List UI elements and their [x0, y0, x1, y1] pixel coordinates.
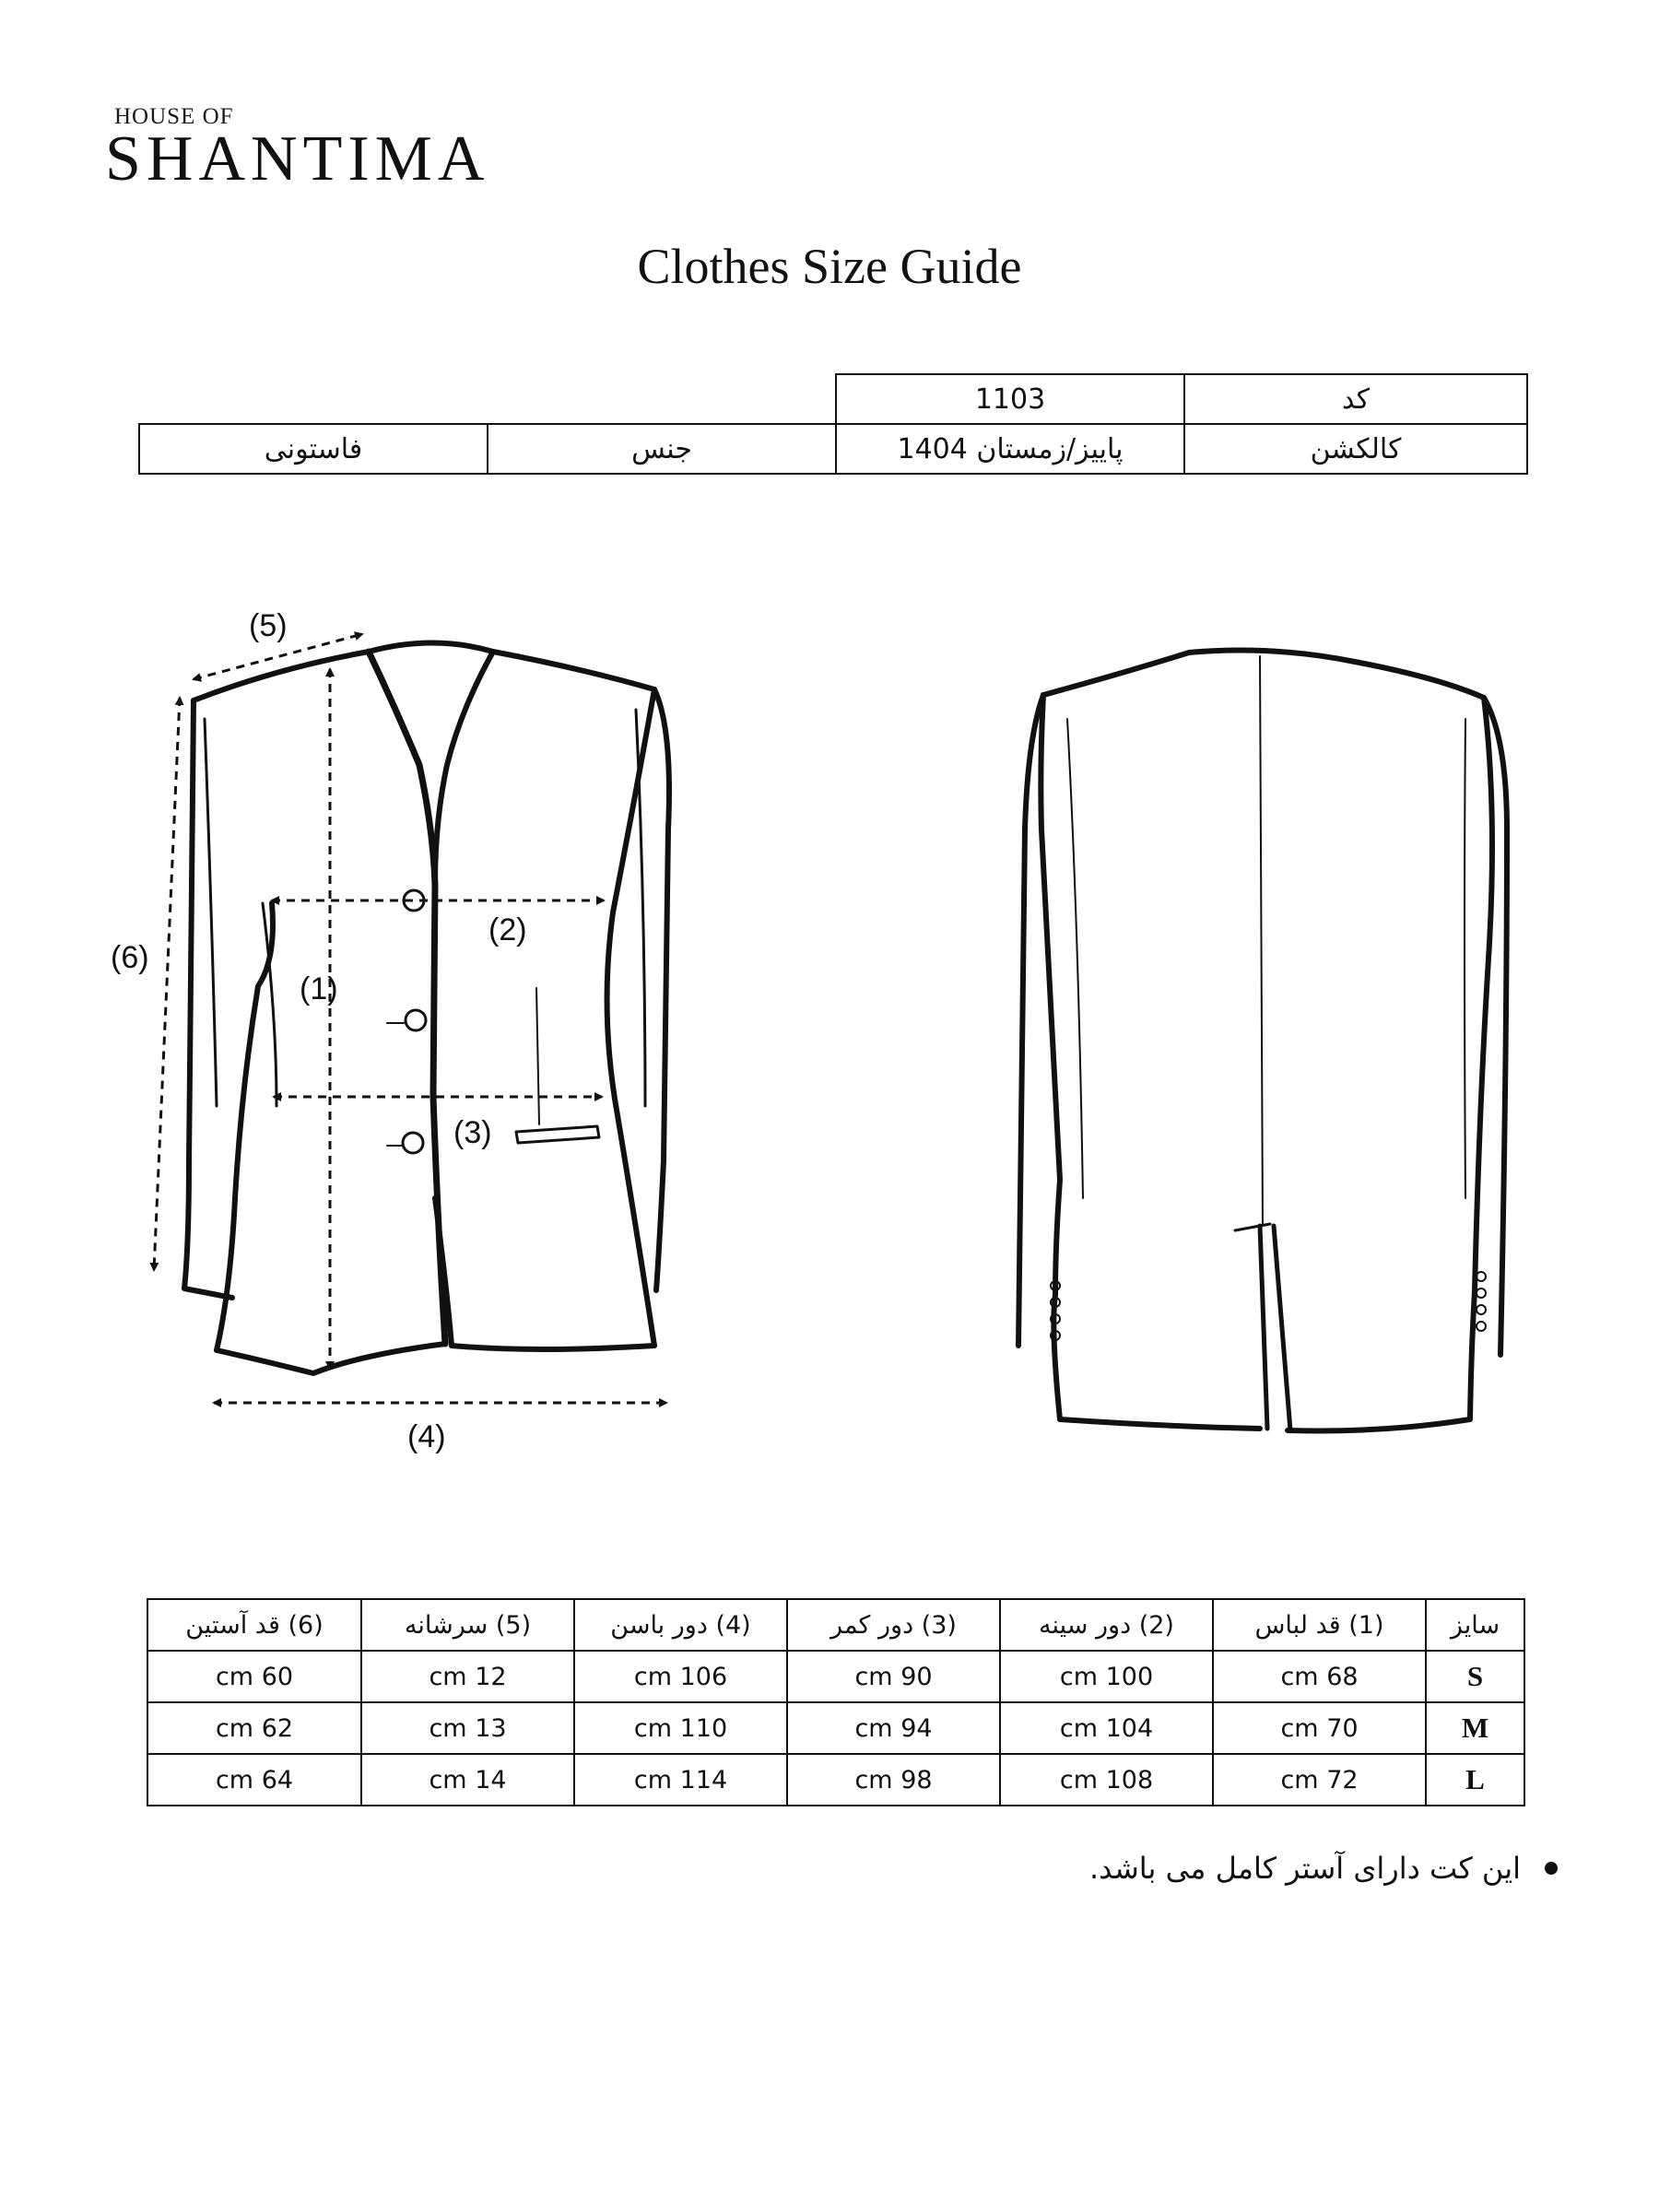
table-cell: 100 cm: [1000, 1651, 1213, 1702]
table-cell: 110 cm: [574, 1702, 787, 1754]
header-cell: (4) دور باسن: [574, 1599, 787, 1651]
brand-small-text: HOUSE OF: [114, 104, 234, 129]
fabric-label: جنس: [488, 424, 836, 474]
brand-logo: SHANTIMA: [105, 124, 490, 194]
header-cell: (5) سرشانه: [361, 1599, 574, 1651]
table-cell: 90 cm: [787, 1651, 1000, 1702]
table-cell: 14 cm: [361, 1754, 574, 1806]
label-shoulder: (5): [249, 608, 288, 643]
header-cell: (6) قد آستین: [147, 1599, 361, 1651]
table-row: [147, 1754, 1524, 1806]
table-cell: 106 cm: [574, 1651, 787, 1702]
table-cell: 12 cm: [361, 1651, 574, 1702]
size-label: S: [1426, 1651, 1524, 1702]
label-chest: (2): [488, 912, 527, 947]
table-cell: 13 cm: [361, 1702, 574, 1754]
header-cell: سایز: [1426, 1599, 1524, 1651]
lining-note: [1089, 1851, 1558, 1886]
table-cell: 114 cm: [574, 1754, 787, 1806]
table-cell: 70 cm: [1213, 1702, 1426, 1754]
size-table-header: [147, 1599, 1524, 1651]
table-row: [147, 1702, 1524, 1754]
code-value: 1103: [836, 374, 1184, 424]
table-cell: 64 cm: [147, 1754, 361, 1806]
header-cell: (3) دور کمر: [787, 1599, 1000, 1651]
table-row: [147, 1651, 1524, 1702]
collection-value: پاییز/زمستان 1404: [836, 424, 1184, 474]
table-cell: 94 cm: [787, 1702, 1000, 1754]
sleeve-arrow: [154, 698, 180, 1270]
jacket-back-drawing: [1018, 651, 1507, 1431]
size-table: [147, 1598, 1525, 1806]
collection-label: کالکشن: [1184, 424, 1527, 474]
fabric-value: فاستونی: [139, 424, 488, 474]
table-cell: 104 cm: [1000, 1702, 1213, 1754]
label-sleeve: (6): [111, 940, 149, 975]
jacket-front-drawing: [184, 643, 669, 1374]
page-title: Clothes Size Guide: [637, 239, 1022, 294]
table-cell: 108 cm: [1000, 1754, 1213, 1806]
table-cell: 68 cm: [1213, 1651, 1426, 1702]
size-label: M: [1426, 1702, 1524, 1754]
table-cell: 62 cm: [147, 1702, 361, 1754]
table-cell: 98 cm: [787, 1754, 1000, 1806]
code-label: کد: [1184, 374, 1527, 424]
note-text: این کت دارای آستر کامل می باشد.: [1089, 1851, 1521, 1886]
label-length: (1): [300, 971, 338, 1006]
label-hip: (4): [407, 1419, 446, 1454]
header-cell: (1) قد لباس: [1213, 1599, 1426, 1651]
header-cell: (2) دور سینه: [1000, 1599, 1213, 1651]
table-cell: 60 cm: [147, 1651, 361, 1702]
bullet-icon: [1545, 1862, 1558, 1875]
table-cell: 72 cm: [1213, 1754, 1426, 1806]
label-waist: (3): [453, 1115, 492, 1150]
size-label: L: [1426, 1754, 1524, 1806]
